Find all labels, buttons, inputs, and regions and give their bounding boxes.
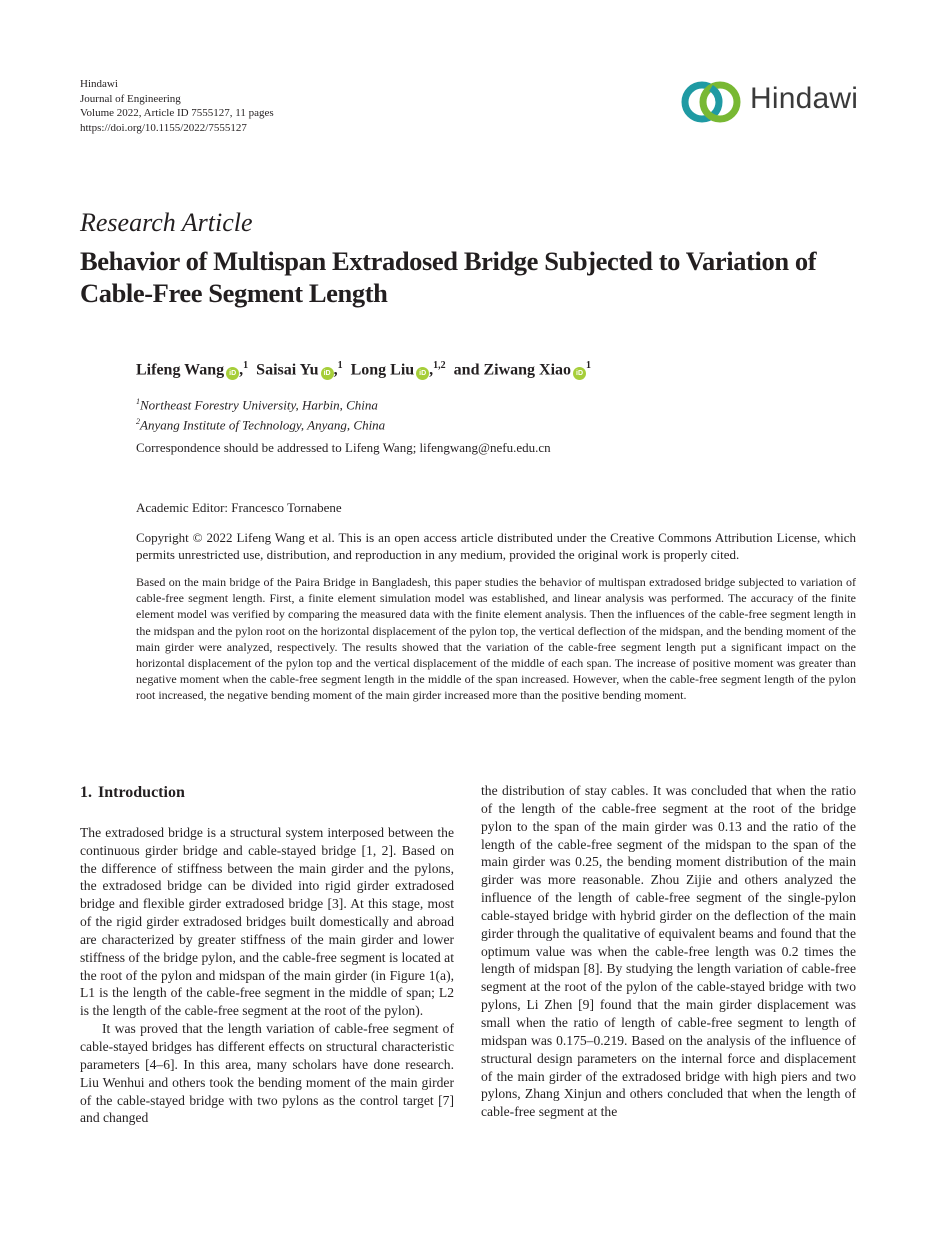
affiliation-sup: 1: [136, 397, 140, 406]
affiliation-item: [136, 393, 385, 413]
author-affil-sup: 1,2: [433, 360, 446, 371]
author-name[interactable]: Long Liu: [350, 361, 415, 379]
affiliation-item: [136, 413, 385, 433]
journal-name: Journal of Engineering: [80, 92, 181, 105]
hindawi-rings-icon: [680, 78, 746, 126]
correspondence: Correspondence should be addressed to Lifeng Wang; lifengwang@nefu.edu.cn: [136, 440, 551, 455]
affiliation-text: Anyang Institute of Technology, Anyang, China: [140, 417, 386, 433]
author-separator: ,: [239, 361, 244, 379]
author-name[interactable]: Lifeng Wang: [136, 361, 225, 379]
abstract: Based on the main bridge of the Paira Bridge in Bangladesh, this paper studies the behavior of multispan extradosed bridge subjected to variation of cable-free segment length. First, a finite element simulation model was established, and linear analysis was performed. The accuracy of the finite element model was verified by comparing the measured data with the finite element analysis. Then the influences of the cable-free segment length in the midspan and the pylon root on the horizontal displacement of the pylon top, the vertical deflection of the midspan, and the bending moment of the main girder were analyzed, respectively. The results showed that the variation of the cable-free segment length put a significant impact on the horizontal displacement of the pylon top and the vertical displacement of the middle of each span. The increase of positive moment was greater than negative moment when the cable-free segment length in the middle of the span increased. However, when the cable-free segment length of the pylon root increased, the negative bending moment of the main girder increased more than the positive bending moment.: [136, 575, 856, 703]
author-name[interactable]: and Ziwang Xiao: [453, 361, 572, 379]
article-type: Research Article: [80, 208, 253, 237]
author-affil-sup: 1: [337, 360, 343, 371]
logo-wordmark: Hindawi: [750, 82, 859, 115]
orcid-icon[interactable]: iD: [573, 367, 586, 380]
affiliations: [136, 393, 385, 434]
body-paragraph: the distribution of stay cables. It was concluded that when the ratio of the length of the cable-free segment at the root of the bridge pylon to the span of the main girder was 0.13 and the ratio of the length of the cable-free segment of the midspan to the span of the main girder was 0.25, the bending moment distribution of the main girder was more reasonable. Zhou Zijie and others analyzed the influence of the length of cable-free segment of the single-pylon cable-stayed bridge with hybrid girder on the deflection of the main girder through the qualitative of equivalent beams and found that the optimum value was when the cable-free length was 0.2 times the length of midspan [8]. By studying the length variation of cable-free segment at the root of the pylon of the cable-stayed bridge with two pylons, Li Zhen [9] found that the main girder displacement was small when the ratio of length of cable-free segment to length of midspan was 0.175–0.219. Based on the analysis of the influence of structural design parameters on the internal force and displacement of the main girder of the extradosed bridge with high piers and two pylons, Zhang Xinjun and others concluded that when the length of cable-free segment at the: [481, 783, 856, 1120]
body-column-right: [481, 782, 856, 1121]
affiliation-sup: 2: [136, 417, 140, 427]
section-number: 1.: [80, 784, 92, 801]
orcid-icon[interactable]: iD: [416, 367, 429, 380]
doi-link[interactable]: https://doi.org/10.1155/2022/7555127: [80, 121, 247, 134]
publisher-name: Hindawi: [80, 78, 118, 90]
hindawi-logo[interactable]: [680, 78, 860, 126]
paper-title: Behavior of Multispan Extradosed Bridge Subjected to Variation of Cable-Free Segment Length: [80, 246, 817, 308]
volume-line: Volume 2022, Article ID 7555127, 11 pages: [80, 107, 274, 119]
orcid-icon[interactable]: iD: [321, 367, 334, 380]
author-affil-sup: 1: [243, 360, 249, 371]
author-separator: ,: [333, 361, 338, 379]
section-heading: [80, 784, 454, 802]
body-paragraph: The extradosed bridge is a structural system interposed between the continuous girder bridge and cable-stayed bridge [1, 2]. Based on the difference of stiffness between the main girder and the pylons, the extradosed bridge can be divided into rigid girder extradosed bridge and flexible girder extradosed bridge [3]. At this stage, most of the rigid girder extradosed bridges built domestically and abroad are characterized by greater stiffness of the main girder and lower stiffness of the bridge pylon, and the cable-free segment is located at the root of the pylon and midspan of the main girder (in Figure 1(a), L1 is the length of the cable-free segment in the middle of span; L2 is the length of the cable-free segment at the root of the pylon).: [80, 824, 454, 1019]
affiliation-text: Northeast Forestry University, Harbin, China: [140, 397, 378, 413]
author-name[interactable]: Saisai Yu: [256, 361, 319, 379]
journal-metadata: [80, 77, 274, 135]
orcid-icon[interactable]: iD: [226, 367, 239, 380]
section-title: Introduction: [98, 784, 185, 801]
author-list: Lifeng Wang iD ,$^1$ Saisai Yu iD ,$^1$ Long Liu iD ,$^{1,2}$ and Ziwang Xiao $iD^1$: [136, 360, 592, 379]
copyright-notice: Copyright © 2022 Lifeng Wang et al. This is an open access article distributed under the Creative Commons Attribution License, which permits unrestricted use, distribution, and reproduction in any medium, provided the original work is properly cited.: [136, 530, 856, 562]
academic-editor: Academic Editor: Francesco Tornabene: [136, 500, 342, 515]
body-paragraph: It was proved that the length variation of cable-free segment of cable-stayed bridges has different effects on structural characteristic parameters [4–6]. In this area, many scholars have done research. Liu Wenhui and others took the bending moment of the main girder of the cable-stayed bridge with two pylons as the control target [7] and changed: [80, 1021, 454, 1126]
author-affil-sup: 1: [586, 360, 592, 371]
body-column-left: [80, 782, 454, 1127]
